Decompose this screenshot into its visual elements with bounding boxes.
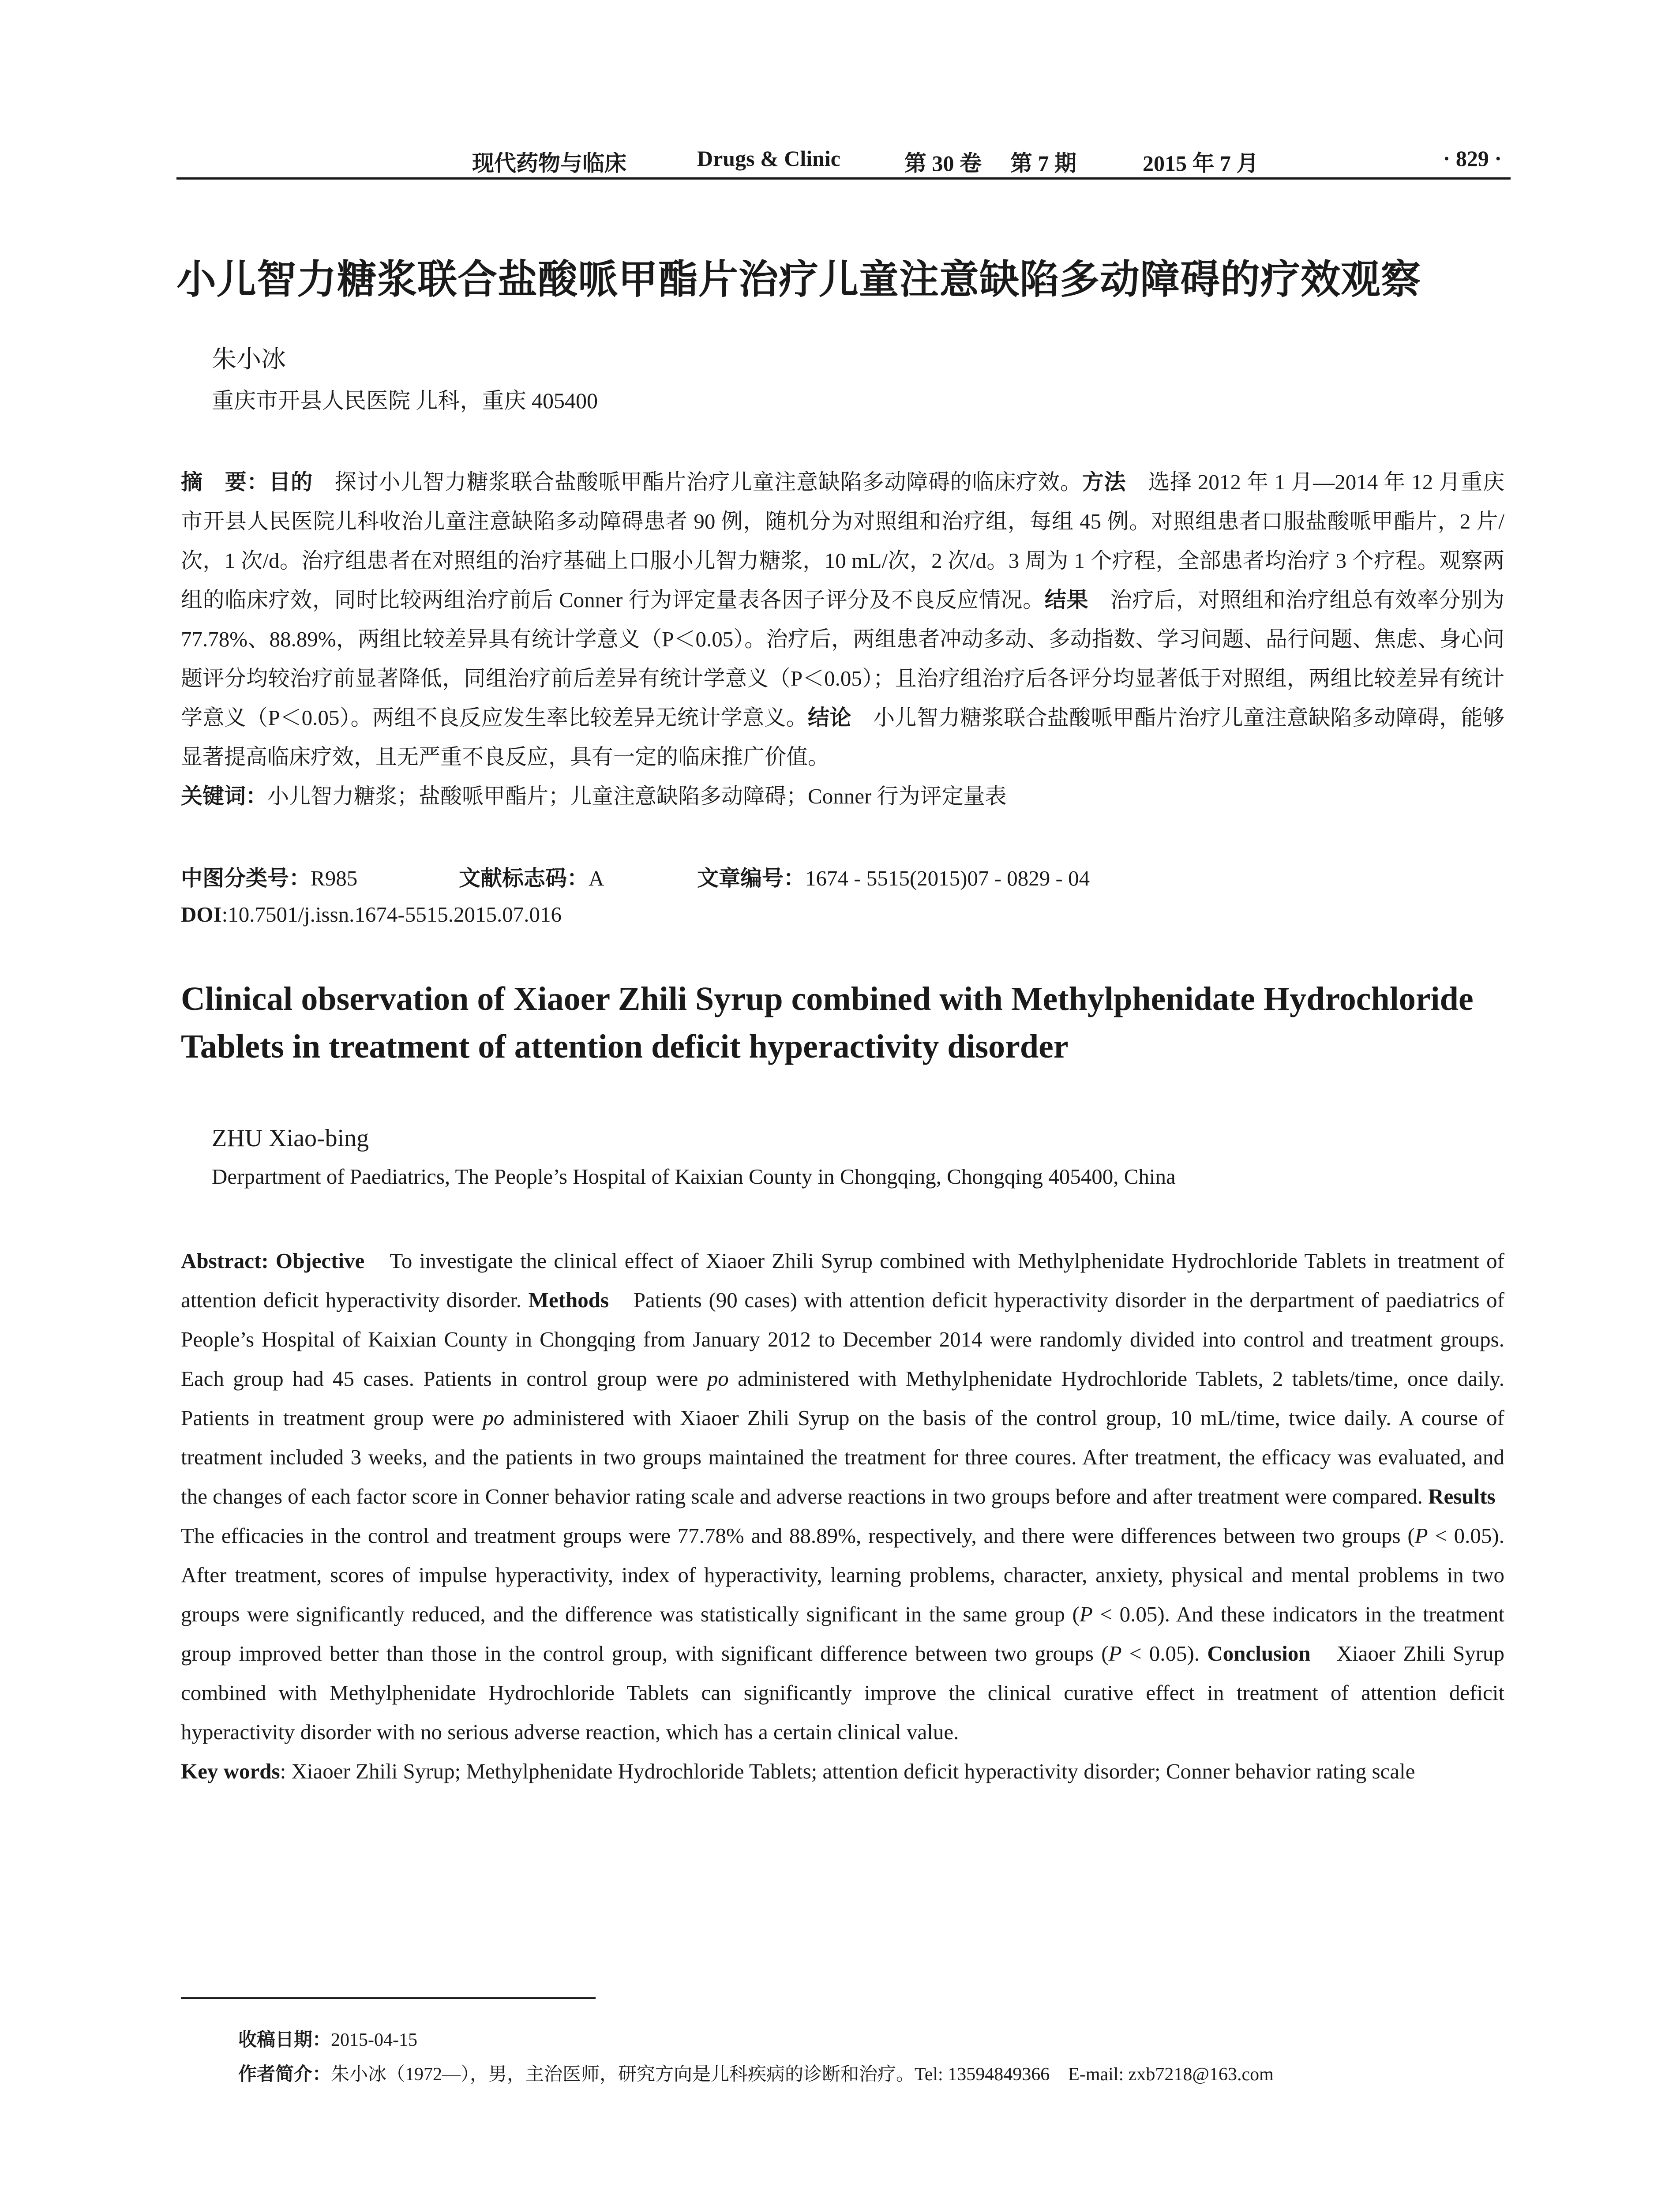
methods-label-cn: 方法 xyxy=(1082,469,1126,495)
chinese-affiliation: 重庆市开县人民医院 儿科，重庆 405400 xyxy=(212,388,598,413)
doc-code-value: A xyxy=(589,866,604,890)
keywords-cn: 小儿智力糖浆；盐酸哌甲酯片；儿童注意缺陷多动障碍；Conner 行为评定量表 xyxy=(267,784,1007,808)
received-label: 收稿日期： xyxy=(238,2029,331,2050)
doi-line xyxy=(181,902,1504,927)
objective-text-cn: 探讨小儿智力糖浆联合盐酸哌甲酯片治疗儿童注意缺陷多动障碍的临床疗效。 xyxy=(312,470,1082,494)
keywords-label-cn: 关键词： xyxy=(181,784,268,809)
clc-label: 中图分类号： xyxy=(181,866,311,891)
methods-text-en-3: administered with Xiaoer Zhili Syrup on the basis of the control group, 10 mL/time, twice daily. A course of treatment included 3 weeks, and the patients in two groups maintained the treatment for three coures. After treatment, the efficacy was evaluated, and the changes of each factor score in Conner behavior rating scale and adverse reactions in two groups before and after treatment were compared. xyxy=(181,1406,1504,1508)
footnote-received xyxy=(238,2025,417,2052)
header-rule xyxy=(176,177,1511,180)
journal-name-cn: 现代药物与临床 xyxy=(472,151,626,176)
issue-number: 第 7 期 xyxy=(1010,151,1076,176)
english-affiliation: Derpartment of Paediatrics, The People’s Hospital of Kaixian County in Chongqing, Chongqing 405400, China xyxy=(212,1164,1176,1189)
objective-label-cn: 目的 xyxy=(269,469,313,495)
page-number: · 829 · xyxy=(1443,146,1502,171)
doc-code-label: 文献标志码： xyxy=(459,866,589,891)
methods-text-cn: 选择 2012 年 1 月—2014 年 12 月重庆市开县人民医院儿科收治儿童注意缺陷多动障碍患者 90 例，随机分为对照组和治疗组，每组 45 例。对照组患者口服盐酸哌甲酯片，2 片/次，1 次/d。治疗组患者在对照组的治疗基础上口服小儿智力糖浆，10 mL/次，2 次/d。3 周为 1 个疗程，全部患者均治疗 3 个疗程。观察两组的临床疗效，同时比较两组治疗前后 Conner 行为评定量表各因子评分及不良反应情况。 xyxy=(181,470,1504,612)
methods-text-en-2: administered with Methylphenidate Hydrochloride Tablets, 2 tablets/time, once daily. Patients in treatment group were xyxy=(181,1366,1504,1430)
abstract-objective-label-en: Abstract: Objective xyxy=(181,1249,365,1273)
doi-value[interactable]: :10.7501/j.issn.1674-5515.2015.07.016 xyxy=(221,902,562,927)
results-label-cn: 结果 xyxy=(1044,587,1089,612)
bio-label: 作者简介： xyxy=(238,2063,331,2085)
results-text-en-3: < 0.05). And these indicators in the treatment group improved better than those in the control group, with significant difference between two groups ( xyxy=(181,1602,1504,1666)
conclusion-text-en: Xiaoer Zhili Syrup combined with Methylphenidate Hydrochloride Tablets can significantly improve the clinical curative effect in treatment of attention deficit hyperactivity disorder with no serious adverse reaction, which has a certain clinical value. xyxy=(181,1641,1505,1744)
received-date: 2015-04-15 xyxy=(331,2030,417,2050)
po-abbrev: po xyxy=(707,1366,729,1391)
po-abbrev: po xyxy=(483,1406,505,1430)
english-author: ZHU Xiao-bing xyxy=(212,1125,369,1152)
results-text-en-2: < 0.05). After treatment, scores of impulse hyperactivity, index of hyperactivity, learning problems, character, anxiety, physical and mental problems in two groups were significantly reduced, and the difference was statistically significant in the same group ( xyxy=(181,1523,1505,1626)
conclusion-text-cn: 小儿智力糖浆联合盐酸哌甲酯片治疗儿童注意缺陷多动障碍，能够显著提高临床疗效，且无严重不良反应，具有一定的临床推广价值。 xyxy=(181,705,1504,769)
results-text-en-4: < 0.05). xyxy=(1121,1641,1208,1666)
keywords-label-en: Key words xyxy=(181,1759,280,1783)
methods-text-en-1: Patients (90 cases) with attention deficit hyperactivity disorder in the derpartment of paediatrics of People’s Hospital of Kaixian County in Chongqing from January 2012 to December 2014 were randomly divided into control and treatment groups. Each group had 45 cases. Patients in control group were xyxy=(181,1288,1504,1391)
results-text-cn: 治疗后，对照组和治疗组总有效率分别为 77.78%、88.89%，两组比较差异具有统计学意义（P＜0.05）。治疗后，两组患者冲动多动、多动指数、学习问题、品行问题、焦虑、身心问题评分均较治疗前显著降低，同组治疗前后差异有统计学意义（P＜0.05）；且治疗组治疗后各评分均显著低于对照组，两组比较差异有统计学意义（P＜0.05）。两组不良反应发生率比较差异无统计学意义。 xyxy=(181,588,1504,730)
abstract-label-cn: 摘 要： xyxy=(181,469,269,495)
p-value-symbol: P xyxy=(1108,1641,1122,1666)
objective-text-en: To investigate the clinical effect of Xiaoer Zhili Syrup combined with Methylphenidate Hydrochloride Tablets in treatment of attention deficit hyperactivity disorder. xyxy=(181,1249,1505,1312)
bio-text: 朱小冰（1972—），男，主治医师，研究方向是儿科疾病的诊断和治疗。Tel: 13594849366 E-mail: zxb7218@163.com xyxy=(331,2064,1274,2085)
doi-label: DOI xyxy=(181,902,222,927)
footnote-rule xyxy=(181,1997,596,1999)
conclusion-label-en: Conclusion xyxy=(1207,1641,1311,1666)
article-no-label: 文章编号： xyxy=(697,866,806,891)
classification-line xyxy=(181,861,1504,892)
chinese-author: 朱小冰 xyxy=(212,346,286,373)
p-value-symbol: P xyxy=(1079,1602,1093,1626)
results-label-en: Results xyxy=(1428,1484,1496,1508)
results-text-en-1: The efficacies in the control and treatment groups were 77.78% and 88.89%, respectively, and there were differences between two groups ( xyxy=(181,1484,1517,1548)
footnote-author-bio xyxy=(238,2060,1274,2086)
english-title: Clinical observation of Xiaoer Zhili Syrup combined with Methylphenidate Hydrochloride Tablets in treatment of attention deficit hyperactivity disorder xyxy=(181,980,1474,1065)
clc-value: R985 xyxy=(311,866,358,890)
keywords-en: : Xiaoer Zhili Syrup; Methylphenidate Hydrochloride Tablets; attention deficit hyperactivity disorder; Conner behavior rating scale xyxy=(280,1759,1415,1783)
p-value-symbol: P xyxy=(1414,1523,1428,1548)
chinese-abstract xyxy=(181,462,1504,816)
issue-date: 2015 年 7 月 xyxy=(1143,151,1259,176)
journal-name-en: Drugs & Clinic xyxy=(697,146,840,171)
chinese-title: 小儿智力糖浆联合盐酸哌甲酯片治疗儿童注意缺陷多动障碍的疗效观察 xyxy=(176,256,1421,303)
methods-label-en: Methods xyxy=(528,1288,609,1312)
english-abstract xyxy=(181,1241,1517,1791)
volume-number: 第 30 卷 xyxy=(904,151,982,176)
conclusion-label-cn: 结论 xyxy=(808,705,851,730)
article-no-value: 1674 - 5515(2015)07 - 0829 - 04 xyxy=(805,866,1090,890)
running-header xyxy=(176,140,1511,176)
